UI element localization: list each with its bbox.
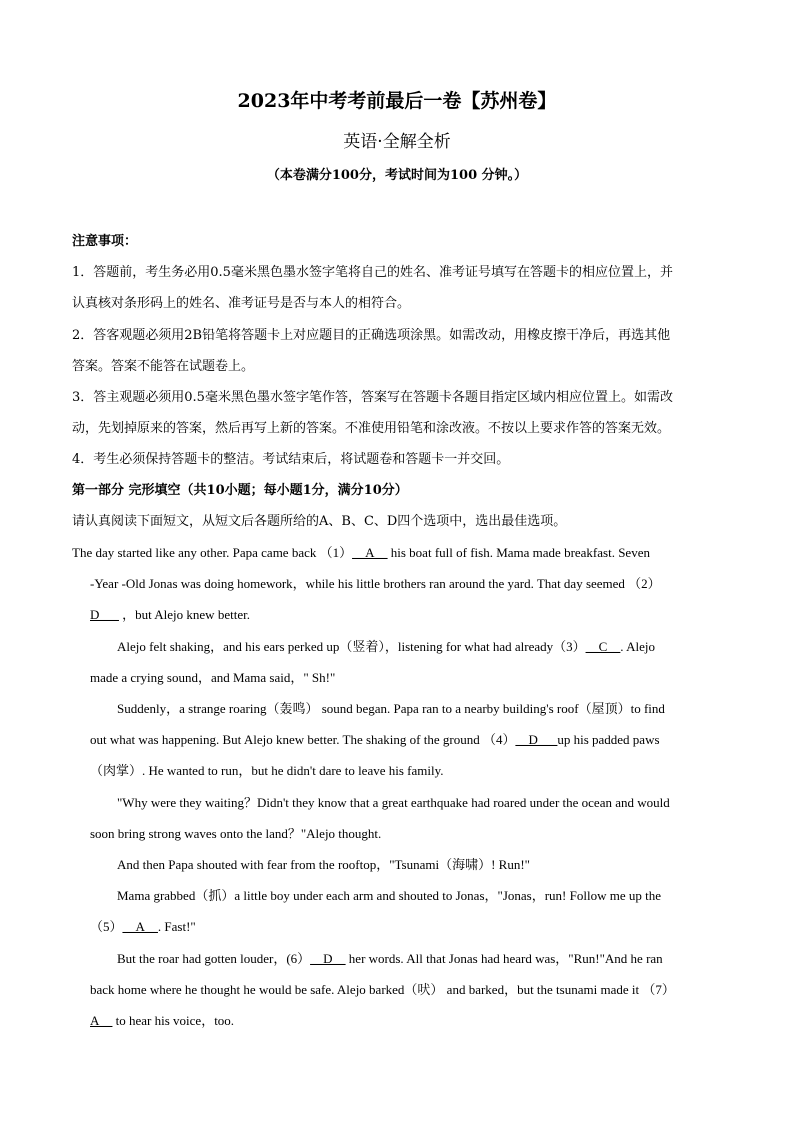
passage-line	[117, 948, 663, 967]
passage-line: Mama grabbed（抓）a little boy under each arm and shouted to Jonas，"Jonas，run! Follow me up the	[117, 888, 661, 903]
notice-item-3-line-1: 3．答主观题必须用0.5毫米黑色墨水签字笔作答，答案写在答题卡各题目指定区域内相应位置上。如需改	[72, 390, 673, 405]
passage-line	[90, 916, 196, 935]
passage-text: Alejo felt shaking，and his ears perked up（竖着），listening for what had already（3）	[117, 639, 586, 654]
passage-text: to hear his voice，too.	[112, 1013, 235, 1028]
passage-text: . Fast!"	[157, 919, 196, 934]
passage-text: up his padded paws	[557, 732, 660, 747]
passage-text: But the roar had gotten louder，(6）	[117, 951, 311, 966]
exam-note: （本卷满分100分，考试时间为100 分钟。）	[266, 168, 528, 183]
exam-title: 2023年中考考前最后一卷【苏州卷】	[237, 90, 557, 112]
answer-blank-7: A__	[90, 1013, 113, 1028]
notice-item-2-line-1: 2．答客观题必须用2B铅笔将答题卡上对应题目的正确选项涂黑。如需改动，用橡皮擦干净后，再选其他	[72, 328, 671, 343]
notice-item-1-line-2: 认真核对条形码上的姓名、准考证号是否与本人的相符合。	[72, 296, 411, 311]
passage-line	[90, 604, 250, 623]
answer-blank-1: __A__	[352, 545, 388, 560]
section-heading: 第一部分 完形填空（共10小题；每小题1分，满分10分）	[72, 483, 408, 498]
passage-line	[117, 636, 655, 655]
answer-blank-6: __D__	[310, 951, 346, 966]
answer-blank-4: __D___	[515, 732, 558, 747]
passage-text: The day started like any other. Papa came back （1）	[72, 545, 353, 560]
section-instruction: 请认真阅读下面短文，从短文后各题所给的A、B、C、D四个选项中，选出最佳选项。	[72, 514, 567, 529]
notice-heading: 注意事项：	[72, 234, 138, 249]
passage-line	[90, 1010, 234, 1029]
answer-blank-2: D___	[90, 607, 119, 622]
notice-item-2-line-2: 答案。答案不能答在试题卷上。	[72, 359, 255, 374]
passage-line: back home where he thought he would be safe. Alejo barked（吠） and barked，but the tsunami made it （7）	[90, 982, 675, 997]
answer-blank-3: __C__	[585, 639, 621, 654]
passage-text: （5）	[90, 919, 123, 934]
passage-text: out what was happening. But Alejo knew better. The shaking of the ground （4）	[90, 732, 516, 747]
notice-item-3-line-2: 动，先划掉原来的答案，然后再写上新的答案。不准使用铅笔和涂改液。不按以上要求作答的答案无效。	[72, 421, 671, 436]
passage-line: "Why were they waiting？Didn't they know that a great earthquake had roared under the ocean and would	[117, 795, 670, 810]
notice-item-1-line-1: 1．答题前，考生务必用0.5毫米黑色墨水签字笔将自己的姓名、准考证号填写在答题卡的相应位置上，并	[72, 265, 673, 280]
passage-text: . Alejo	[620, 639, 655, 654]
passage-line: soon bring strong waves onto the land？"Alejo thought.	[90, 826, 382, 841]
notice-item-4: 4．考生必须保持答题卡的整洁。考试结束后，将试题卷和答题卡一并交回。	[72, 452, 510, 467]
passage-line: -Year -Old Jonas was doing homework，while his little brothers ran around the yard. That day seemed （2）	[90, 576, 661, 591]
exam-subtitle: 英语·全解全析	[343, 132, 451, 152]
passage-line: And then Papa shouted with fear from the rooftop，"Tsunami（海啸）! Run!"	[117, 857, 530, 872]
passage-line: made a crying sound，and Mama said，" Sh!"	[90, 670, 336, 685]
passage-text: his boat full of fish. Mama made breakfast. Seven	[387, 545, 650, 560]
passage-line	[90, 729, 660, 748]
passage-line: （肉掌）. He wanted to run，but he didn't dare to leave his family.	[90, 763, 444, 778]
passage-text: ，but Alejo knew better.	[118, 607, 250, 622]
answer-blank-5: __A__	[122, 919, 158, 934]
passage-text: her words. All that Jonas had heard was，"Run!"And he ran	[345, 951, 663, 966]
passage-line	[72, 542, 650, 561]
passage-line: Suddenly，a strange roaring（轰鸣） sound began. Papa ran to a nearby building's roof（屋顶）to find	[117, 701, 665, 716]
